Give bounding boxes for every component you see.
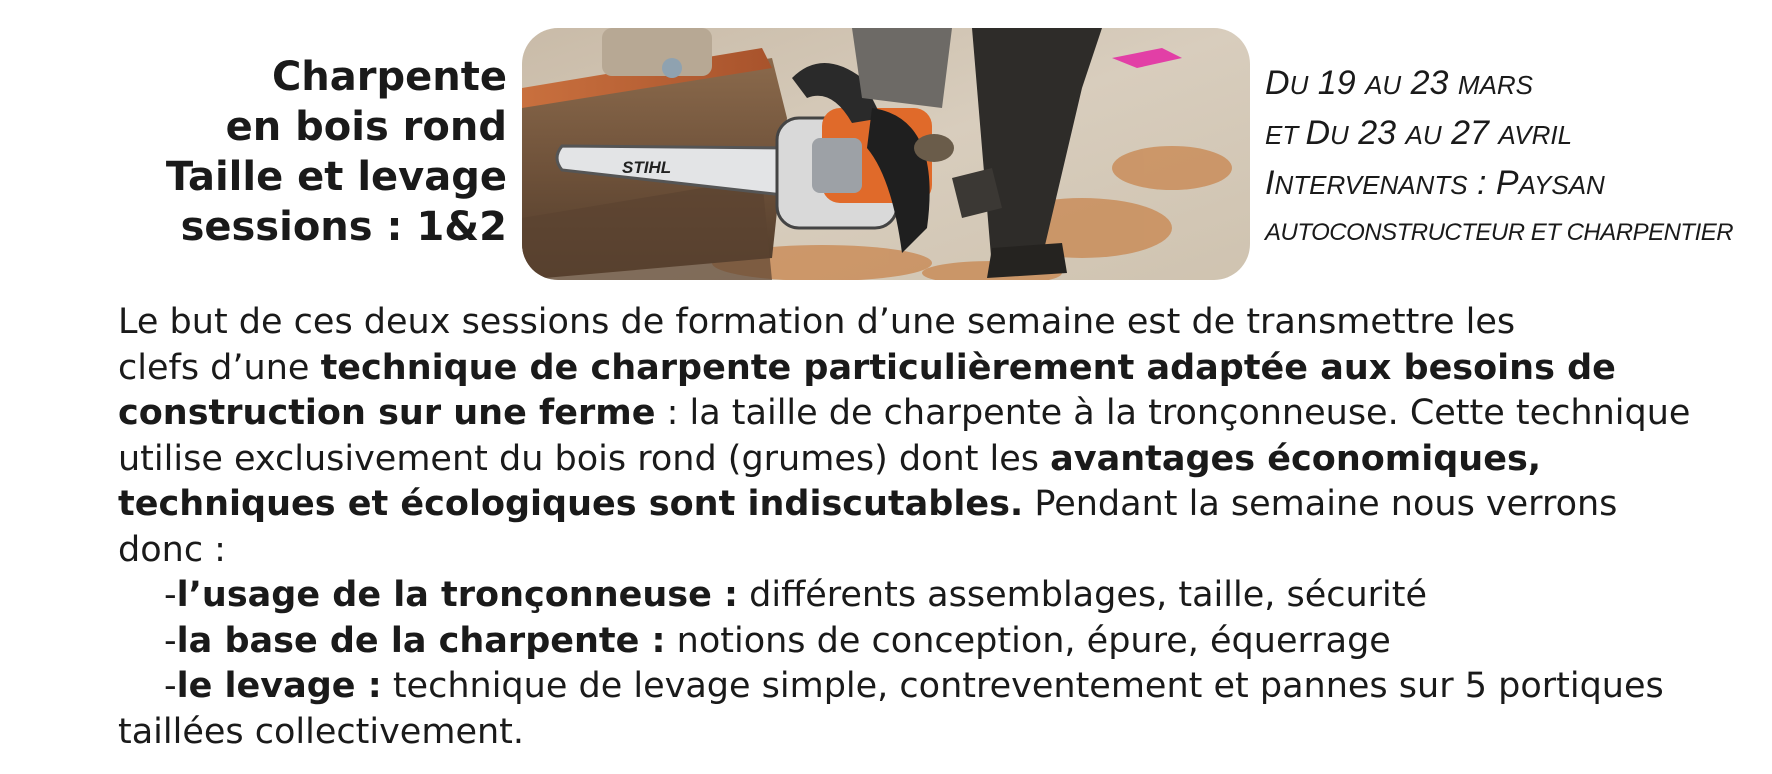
paragraph-line: donc : xyxy=(118,529,226,570)
paragraph-line: taillées collectivement. xyxy=(118,711,525,752)
description xyxy=(118,300,1738,755)
paragraph-line: techniques et écologiques sont indiscutables. Pendant la semaine nous verrons xyxy=(118,484,1618,524)
dates-line-2: ET DU 23 AU 27 AVRIL xyxy=(1265,114,1573,152)
chainsaw-photo xyxy=(522,28,1250,280)
title-line-4: sessions : 1&2 xyxy=(180,204,507,250)
paragraph-line: clefs d’une technique de charpente particulièrement adaptée aux besoins de xyxy=(118,347,1616,388)
paragraph-line: utilise exclusivement du bois rond (grumes) dont les avantages économiques, xyxy=(118,438,1542,479)
paragraph-line: Le but de ces deux sessions de formation d’une semaine est de transmettre les xyxy=(118,302,1516,342)
course-title xyxy=(166,52,507,252)
title-line-1: Charpente xyxy=(271,54,507,100)
intervenants-roles: AUTOCONSTRUCTEUR ET CHARPENTIER xyxy=(1265,219,1734,246)
list-item: -l’usage de la tronçonneuse : différents assemblages, taille, sécurité xyxy=(164,575,1428,615)
list-item: -la base de la charpente : notions de conception, épure, équerrage xyxy=(164,620,1391,661)
session-info xyxy=(1265,58,1733,258)
dates-line-1: DU 19 AU 23 MARS xyxy=(1265,64,1534,102)
chainsaw-brand: STIHL xyxy=(622,158,672,177)
list-item: -le levage : technique de levage simple, contreventement et pannes sur 5 portiques xyxy=(164,666,1664,706)
title-line-3: Taille et levage xyxy=(165,154,507,200)
intervenants-line: INTERVENANTS : PAYSAN xyxy=(1265,164,1605,202)
paragraph-line: construction sur une ferme : la taille de charpente à la tronçonneuse. Cette technique xyxy=(118,393,1691,433)
title-line-2: en bois rond xyxy=(225,104,507,150)
